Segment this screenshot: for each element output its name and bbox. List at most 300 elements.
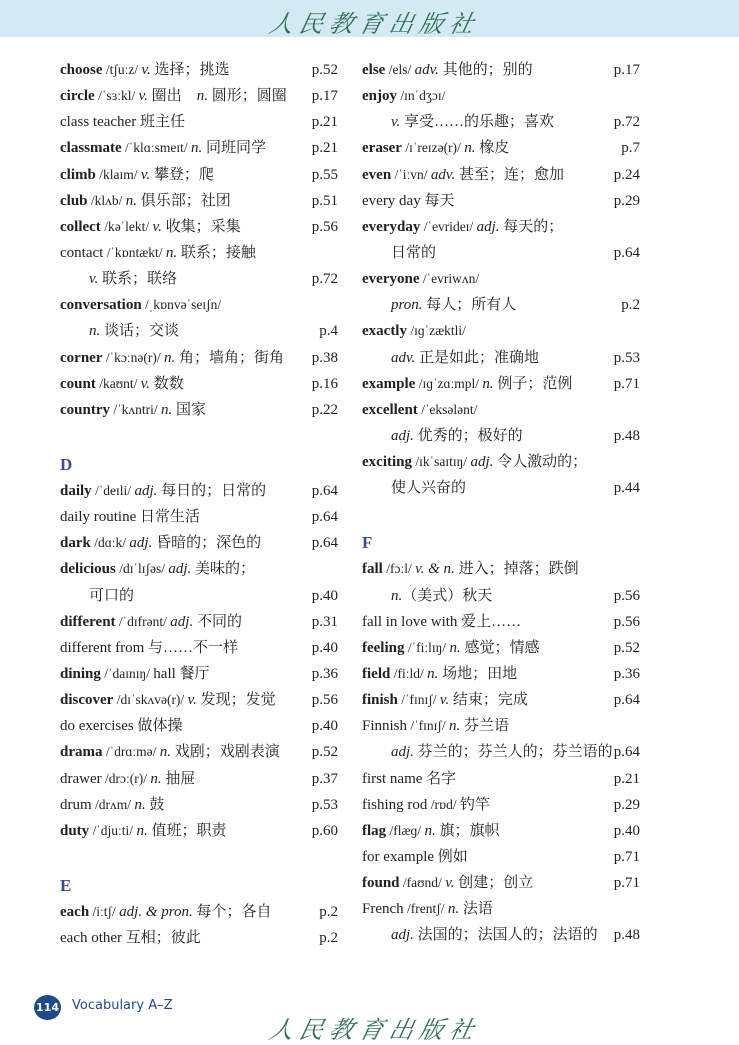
entry-text [362,901,493,917]
part-of-speech: adv. [414,62,439,78]
vocabulary-entry [362,83,640,109]
vocabulary-entry [60,818,338,844]
entry-continuation [362,739,640,765]
vocabulary-entry [60,83,338,109]
vocabulary-entry [60,713,338,739]
phonetic: /ˈdeɪli/ [91,482,135,498]
vocabulary-entry [60,635,338,661]
vocabulary-entry [60,371,338,397]
entry-text [60,297,221,313]
vocabulary-entry [362,318,640,344]
publisher-logo-footer: 人民教育出版社 [266,1016,483,1044]
entry-text [60,88,287,104]
definition: 每个；各自 [192,903,272,920]
phonetic: /kaʊnt/ [95,375,141,391]
phonetic: /ɪnˈdʒɔɪ/ [397,88,446,104]
definition: fishing rod [362,796,428,813]
header-band [0,0,739,37]
entry-text [60,797,164,813]
entry-text [60,271,177,287]
headword: count [60,375,96,392]
part-of-speech: n. [89,323,101,340]
vocabulary-entry [60,504,338,530]
vocabulary-entry [362,687,640,713]
part-of-speech: n. [424,822,436,839]
headword: everyday [362,218,421,235]
headword: else [362,62,386,78]
entry-text [362,849,468,865]
vocabulary-entry [60,556,338,582]
vocabulary-entry [362,844,640,870]
headword: choose [60,62,103,78]
definition: 鼓 [145,796,165,813]
vocabulary-entry [60,240,338,266]
entry-text [362,588,492,604]
headword: climb [60,166,96,183]
part-of-speech: adj. [129,535,153,552]
part-of-speech: n. [449,639,461,656]
entry-text [362,297,516,313]
part-of-speech: v. [140,375,151,392]
vocabulary-entry [362,449,640,475]
phonetic: /kəˈlekt/ [100,218,153,234]
vocabulary-entry [362,371,640,397]
definition: 每人；所有人 [422,297,517,314]
vocabulary-entry [60,766,338,792]
headword: excellent [362,401,418,418]
page-reference: p.2 [319,930,338,947]
definition: 法语 [459,901,493,918]
phonetic: /tʃuːz/ [102,62,142,77]
entry-text [60,718,182,734]
part-of-speech: v. [138,88,148,105]
page-reference: p.56 [613,587,640,604]
entry-text [60,744,280,760]
part-of-speech: v. [187,692,197,709]
phonetic: /els/ [385,62,415,77]
page-reference: p.64 [311,482,338,499]
phonetic: /ˈdɪfrənt/ [115,613,171,629]
definition: 攀登；爬 [150,166,214,183]
section-letter-heading: F [362,533,373,553]
entry-text [362,219,563,235]
vocabulary-entry [60,687,338,713]
phonetic: /dɪˈskʌvə(r)/ [113,692,188,708]
definition: 橡皮 [475,140,510,157]
headword: finish [362,692,398,709]
part-of-speech: n. [136,822,148,839]
definition: daily routine 日常生活 [60,509,200,526]
entry-text [362,428,523,444]
vocabulary-column-right [362,57,640,949]
definition: contact [60,244,104,261]
vocabulary-entry [362,397,640,423]
definition: drum [60,796,92,813]
headword: eraser [362,140,402,157]
page-reference: p.48 [613,427,640,444]
vocabulary-entry [60,292,338,318]
vocabulary-entry [60,609,338,635]
entry-text [60,323,179,339]
entry-text [60,535,261,551]
page-reference: p.71 [613,375,640,392]
page-reference: p.53 [613,349,640,366]
definition: 联系；接触 [177,244,256,261]
phonetic: /rɒd/ [427,796,460,812]
vocabulary-entry [60,57,338,83]
page-reference: p.31 [311,613,338,630]
entry-text [60,561,255,577]
definition: 日常的 [391,244,437,261]
definition: different from 与……不一样 [60,639,239,656]
definition: 角；墙角；街角 [175,349,284,366]
definition: 圆形；圆圈 [207,88,287,105]
definition: hall 餐厅 [153,665,210,682]
page-reference: p.52 [613,639,640,656]
definition: 每天的； [499,218,564,235]
headword: example [362,375,416,392]
entry-continuation [362,922,640,948]
page-reference: p.24 [613,166,640,183]
page-reference: p.51 [311,192,338,209]
vocabulary-entry [60,925,338,951]
definition: 结束；完成 [449,692,528,709]
headword: dark [60,535,91,552]
definition: 优秀的；极好的 [413,427,523,444]
definition: fall in love with 爱上…… [362,613,522,630]
page-reference: p.21 [613,770,640,787]
definition: class teacher 班主任 [60,114,185,131]
phonetic: /drɔː(r)/ [101,770,151,786]
entry-text [362,744,613,760]
page-reference: p.64 [311,509,338,526]
headword: club [60,192,88,209]
phonetic: /ˈkɔːnə(r)/ [102,349,164,365]
page-reference: p.60 [311,822,338,839]
definition: 值班；职责 [147,822,227,839]
page-reference: p.52 [311,62,338,78]
phonetic: /ˈiːvn/ [391,166,431,182]
definition: 抽屉 [161,770,196,787]
definition: 国家 [172,401,207,418]
entry-text [362,666,517,682]
vocabulary-entry [60,214,338,240]
entry-text [60,588,134,604]
vocabulary-section [60,57,338,423]
page-reference: p.21 [311,114,338,131]
entry-text [60,140,266,156]
phonetic: /ˈkɒntækt/ [103,244,166,260]
definition: 钓竿 [459,796,490,813]
part-of-speech: n. [449,718,461,735]
definition: Finnish [362,718,408,735]
entry-text [60,771,195,787]
section-title: Vocabulary A–Z [72,998,173,1013]
vocabulary-entry [362,713,640,739]
part-of-speech: adj. [391,744,414,761]
page-reference: p.38 [311,349,338,366]
page-reference: p.22 [311,401,338,418]
entry-text [362,480,466,496]
definition: 昏暗的；深色的 [152,535,262,552]
page-reference: p.56 [311,692,338,709]
vocabulary-entry [60,162,338,188]
entry-continuation [362,109,640,135]
entry-text [362,88,445,104]
vocabulary-entry [60,899,338,925]
part-of-speech: adj. [476,218,500,235]
entry-text [60,402,206,418]
entry-continuation [362,292,640,318]
entry-text [362,561,579,577]
phonetic: /fiːld/ [390,665,428,681]
phonetic: /ˈdaɪnɪŋ/ [100,665,154,681]
part-of-speech: n. [190,140,203,157]
vocabulary-entry [60,135,338,161]
entry-text [60,376,184,392]
phonetic: /faʊnd/ [399,875,446,891]
phonetic: /ˌkɒnvəˈseɪʃn/ [141,297,222,313]
phonetic: /ɪkˈsaɪtɪŋ/ [412,454,471,470]
headword: corner [60,349,103,366]
vocabulary-section [60,873,338,951]
part-of-speech: n. [161,401,173,418]
page-reference: p.71 [613,848,640,865]
headword: drama [60,744,103,761]
vocabulary-column-left [60,57,338,951]
entry-continuation [362,423,640,449]
vocabulary-entry [362,792,640,818]
page-reference: p.40 [311,718,338,735]
part-of-speech: n. [464,140,476,157]
page-reference: p.55 [311,166,338,183]
definition: 芬兰的；芬兰人的；芬兰语的 [413,744,613,761]
vocabulary-entry [362,635,640,661]
entry-text [60,114,185,130]
definition: 可口的 [89,587,135,604]
page-reference: p.64 [613,744,640,761]
definition: drawer [60,770,102,787]
entry-text [60,930,201,946]
headword: delicious [60,561,116,578]
vocabulary-entry [362,135,640,161]
definition: 进入；掉落；跌倒 [454,561,579,578]
headword: classmate [60,140,122,157]
entry-continuation [362,583,640,609]
entry-text [60,483,266,499]
headword: collect [60,218,101,235]
part-of-speech: n. [165,244,178,261]
vocabulary-entry [60,792,338,818]
entry-text [362,114,554,130]
phonetic: /ˈdrɑːmə/ [102,744,160,760]
headword: each [60,903,90,920]
entry-text [362,402,477,418]
entry-text [362,376,572,392]
entry-text [362,640,539,656]
page-reference: p.2 [621,297,640,314]
entry-text [362,193,454,209]
part-of-speech: v. & n. [415,561,455,578]
phonetic: /dɪˈlɪʃəs/ [115,561,169,577]
definition: 戏剧；戏剧表演 [171,744,280,761]
part-of-speech: n. [196,88,208,105]
entry-text [362,454,587,470]
entry-text [362,140,509,156]
part-of-speech: adj. [134,482,158,499]
part-of-speech: n. [150,770,162,787]
entry-text [60,509,200,525]
definition: 享受……的乐趣；喜欢 [400,114,555,131]
entry-text [362,614,521,630]
vocabulary-entry [60,109,338,135]
entry-text [362,927,598,943]
headword: dining [60,665,101,682]
entry-text [60,62,230,78]
page-reference: p.52 [311,744,338,761]
vocabulary-entry [362,766,640,792]
page-reference: p.16 [311,375,338,392]
phonetic: /flæɡ/ [386,822,425,838]
vocabulary-entry [362,818,640,844]
phonetic: /ɪɡˈzæktli/ [406,323,466,339]
headword: field [362,665,391,682]
entry-text [362,245,436,261]
phonetic: /ɪɡˈzɑːmpl/ [415,375,483,391]
entry-text [362,323,466,339]
phonetic: /ˈevrideɪ/ [420,218,477,234]
entry-continuation [362,475,640,501]
definition: 同班同学 [202,140,266,157]
vocabulary-entry [60,661,338,687]
phonetic: /frentʃ/ [403,901,448,917]
part-of-speech: v. [391,114,401,131]
definition: 每日的；日常的 [157,482,267,499]
entry-text [362,771,456,787]
part-of-speech: adv. [430,166,456,183]
entry-text [362,875,533,891]
definition: 法国的；法国人的；法语的 [413,927,598,944]
page-reference: p.48 [613,927,640,944]
part-of-speech: adv. [391,349,416,366]
part-of-speech: n. [482,375,494,392]
entry-text [362,823,499,839]
page-reference: p.64 [311,535,338,552]
phonetic: /ˈkʌntri/ [110,401,161,417]
phonetic: /drʌm/ [91,796,135,812]
definition: 联系；联络 [98,271,178,288]
entry-text [60,823,226,839]
entry-continuation [362,345,640,371]
vocabulary-entry [60,478,338,504]
phonetic: /ˈfiːlɪŋ/ [404,639,450,655]
definition: 选择；挑选 [150,62,230,78]
phonetic: /fɔːl/ [382,561,416,577]
page-reference: p.36 [311,665,338,682]
entry-continuation [60,318,338,344]
headword: daily [60,482,92,499]
headword: fall [362,561,383,578]
headword: conversation [60,297,142,314]
definition: 芬兰语 [460,718,510,735]
headword: duty [60,822,90,839]
definition: 创建；创立 [454,875,534,892]
vocabulary-entry [60,739,338,765]
entry-text [60,692,276,708]
part-of-speech: adj. [391,927,414,944]
definition: 美味的； [191,561,256,578]
entry-text [60,614,242,630]
part-of-speech: n. [125,192,138,209]
definition: 俱乐部；社团 [137,192,231,209]
entry-text [362,271,479,287]
phonetic: /ˈfɪnɪʃ/ [407,718,450,734]
page-reference: p.71 [613,875,640,892]
phonetic: /klaɪm/ [95,166,141,182]
headword: discover [60,692,114,709]
part-of-speech: pron. [391,297,423,314]
phonetic: /iːtʃ/ [89,903,120,919]
page-reference: p.72 [613,114,640,131]
definition: 发现；发觉 [196,692,276,709]
page-reference: p.64 [613,244,640,261]
section-letter-heading: E [60,875,72,895]
phonetic: /klʌb/ [87,192,126,208]
definition: 场地；田地 [438,665,518,682]
page-number-badge: 114 [34,995,61,1020]
definition: 例子；范例 [493,375,573,392]
phonetic: /ɪˈreɪzə(r)/ [401,140,465,156]
phonetic: /ˈklɑːsmeɪt/ [121,140,191,156]
vocabulary-entry [362,556,640,582]
vocabulary-section [362,530,640,948]
page-reference: p.56 [311,218,338,235]
definition: 旗；旗帜 [435,822,500,839]
vocabulary-entry [362,609,640,635]
page-reference: p.7 [621,140,640,157]
vocabulary-entry [362,214,640,240]
vocabulary-entry [60,345,338,371]
page-reference: p.64 [613,692,640,709]
page-reference: p.44 [613,480,640,497]
definition: 收集；采集 [161,218,241,235]
definition: French [362,901,404,918]
part-of-speech: n. [447,901,460,918]
part-of-speech: n. [159,744,172,761]
headword: feeling [362,639,405,656]
definition: do exercises 做体操 [60,718,183,735]
part-of-speech: v. [89,271,99,288]
definition: 其他的；别的 [438,62,533,78]
definition: 甚至；连；愈加 [455,166,564,183]
headword: circle [60,88,95,105]
phonetic: /ˈsɜːkl/ [94,88,139,104]
entry-text [60,193,231,209]
headword: country [60,401,110,418]
page-reference: p.17 [613,62,640,78]
page-reference: p.72 [311,271,338,288]
entry-text [362,350,539,366]
definition: 圈出 [147,88,197,105]
page-reference: p.29 [613,796,640,813]
vocabulary-entry [60,530,338,556]
phonetic: /dɑːk/ [90,535,130,551]
definition: 感觉；情感 [460,639,540,656]
vocabulary-entry [362,57,640,83]
entry-text [362,797,490,813]
headword: enjoy [362,88,397,105]
page-reference: p.29 [613,192,640,209]
